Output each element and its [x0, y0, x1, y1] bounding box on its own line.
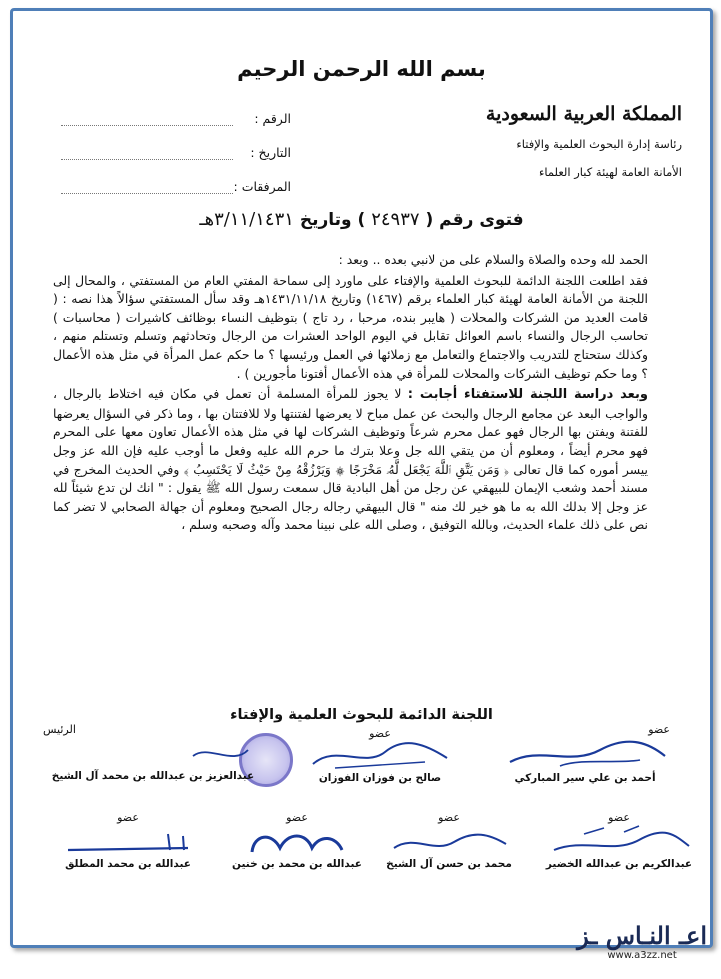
signature-name: عبدالله بن محمد بن خنين	[232, 858, 362, 870]
handwritten-signature-icon	[43, 736, 263, 770]
signature-member-2	[305, 727, 455, 784]
signature-member-5	[384, 811, 514, 870]
handwritten-signature-icon	[48, 824, 208, 858]
signature-role: عضو	[608, 811, 630, 824]
date-field	[61, 145, 291, 179]
number-field	[61, 111, 291, 145]
answer-paragraph	[53, 385, 674, 535]
signature-member-1	[500, 723, 670, 784]
signature-name: محمد بن حسن آل الشيخ	[386, 858, 512, 870]
watermark-url: www.a3zz.net	[607, 950, 677, 961]
kingdom-title: المملكة العربية السعودية	[485, 103, 682, 125]
signature-member-6	[232, 811, 362, 870]
reference-fields	[61, 111, 291, 213]
committee-title: اللجنة الدائمة للبحوث العلمية والإفتاء	[230, 707, 493, 723]
handwritten-signature-icon	[544, 824, 694, 858]
handwritten-signature-icon	[305, 740, 455, 772]
fatwa-title-prefix: فتوى رقم (	[425, 210, 524, 230]
signature-name: عبدالله بن محمد المطلق	[65, 858, 191, 870]
date-dots	[61, 159, 233, 160]
presidency-title: رئاسة إدارة البحوث العلمية والإفتاء	[516, 137, 682, 151]
handwritten-signature-icon	[500, 736, 670, 772]
attachments-label: المرفقات :	[233, 179, 291, 194]
signature-member-4	[544, 811, 694, 870]
secretariat-title: الأمانة العامة لهيئة كبار العلماء	[538, 165, 682, 179]
answer-text: لا يجوز للمرأة المسلمة أن تعمل في مكان فيه اختلاط بالرجال ، والواجب البعد عن مجامع الرجال والبحث عن عمل مباح لا يعرضها لفتنتها ولا للافتتان بها ، وما ذكر في السؤال يعرضها للفتنة ويفتن بها الرجال فهو عمل محرم شرعاً وتوظيف الشركات لها في مثل هذه الأعمال تعاون معها على المحرم فهو محرم أيضاً ، ومعلوم أن من يتقي الله جل وعلا بترك ما حرم الله عليه وفعل ما أوجب عليه فإن الله عز وجل ييسر أموره كما قال تعالى ﴿ وَمَن يَتَّقِ ٱللَّهَ يَجْعَل لَّهُۥ مَخْرَجًا ۞ وَيَرْزُقْهُ مِنْ حَيْثُ لَا يَحْتَسِبُ ﴾ وفي الحديث المخرج في مسند أحمد وشعب الإيمان للبيهقي عن رجل من أهل البادية قال سمعت رسول الله ﷺ يقول : " انك لن تدع شيئاً لله عز وجل إلا بدلك الله به ما هو خير لك منه " قال البيهقي رجاله رجال الصحيح ومعلوم أن جهالة الصحابي لا تضر كما نص على ذلك علماء الحديث، وبالله التوفيق ، وصلى الله على نبينا محمد وآله وصحبه وسلم ،	[53, 386, 648, 533]
signature-president	[43, 723, 263, 782]
number-dots	[61, 125, 233, 126]
signature-member-7	[48, 811, 208, 870]
signature-role: عضو	[286, 811, 308, 824]
number-label: الرقم :	[254, 111, 291, 126]
document-frame	[10, 8, 713, 948]
fatwa-title	[13, 209, 710, 230]
signature-role: عضو	[117, 811, 139, 824]
signature-role: عضو	[438, 811, 460, 824]
fatwa-date: ٣/١١/١٤٣١هـ	[199, 209, 294, 230]
date-label: التاريخ :	[250, 145, 291, 160]
watermark-logo: اعـ النـاس ـز	[577, 921, 707, 950]
signature-role: عضو	[369, 727, 391, 740]
signature-name: عبدالعزيز بن عبدالله بن محمد آل الشيخ	[51, 770, 255, 782]
signature-role: عضو	[648, 723, 670, 736]
site-watermark	[577, 921, 707, 961]
basmala: بسم الله الرحمن الرحيم	[237, 57, 486, 81]
opening-line: الحمد لله وحده والصلاة والسلام على من لانبي بعده .. وبعد :	[338, 252, 648, 267]
handwritten-signature-icon	[384, 824, 514, 858]
signature-name: صالح بن فوزان الفوزان	[318, 772, 442, 784]
signature-role: الرئيس	[43, 723, 76, 736]
answer-lead: وبعد دراسة اللجنة للاستفتاء أجابت :	[407, 387, 648, 403]
attachments-field	[61, 179, 291, 213]
fatwa-title-mid: ) وتاريخ	[299, 210, 366, 230]
signature-name: أحمد بن علي سير المباركي	[514, 772, 656, 784]
attachments-dots	[61, 193, 233, 194]
handwritten-signature-icon	[232, 824, 362, 858]
fatwa-body	[53, 251, 674, 537]
question-paragraph: فقد اطلعت اللجنة الدائمة للبحوث العلمية والإفتاء على ماورد إلى سماحة المفتي العام من المستفتي ، والمحال إلى اللجنة من الأمانة العامة لهيئة كبار العلماء برقم (١٤٦٧) وتاريخ ١٤٣١/١١/١٨هـ وقد سأل المستفتي سؤالاً هذا نصه : ( قامت العديد من الشركات والمحلات ( هايبر بنده، مرحبا ، رد تاج ) بتوظيف النساء بوظائف كاشيرات ( محاسبات ) تحاسب الرجال والنساء باسم العوائل تقابل في اليوم الواحد العشرات من الرجال وتحادثهم وتسلم وتستلم منهم ، وكذلك ستحتاج للتدريب والاجتماع والتعامل مع زملائها في العمل ورئيسها ؟ ما حكم عمل المرأة في مثل هذه الأعمال ؟ وما حكم توظيف الشركات والمحلات للمرأة في هذه الأعمال أفتونا مأجورين ) .	[53, 272, 648, 381]
signature-name: عبدالكريم بن عبدالله الخضير	[545, 858, 693, 870]
letterhead	[486, 103, 682, 193]
fatwa-number: ٢٤٩٣٧	[371, 209, 420, 230]
